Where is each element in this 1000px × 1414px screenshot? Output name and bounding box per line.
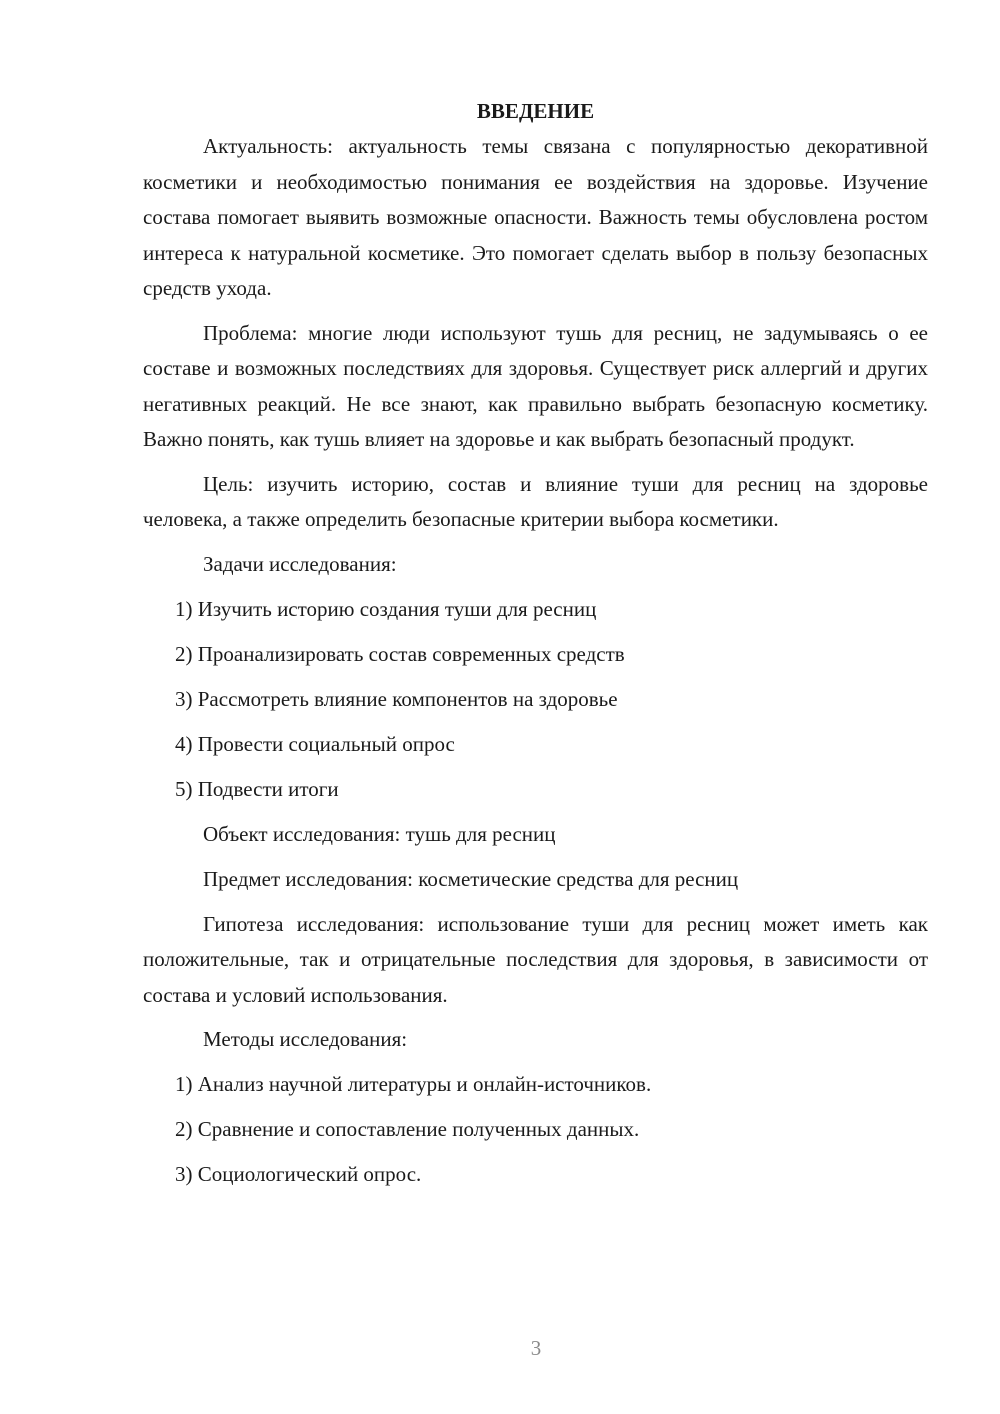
page-number: 3 (530, 1336, 542, 1360)
task-item: 4) Провести социальный опрос (175, 731, 455, 756)
relevance-paragraph: Актуальность: актуальность темы связана с популярностью декоративной косметики и необходимостью понимания ее воздействия на здоровье. Изучение состава помогает выявить возможные опасности. Важность темы обусловлена ростом интереса к натуральной косметике. Это помогает сделать выбор в пользу безопасных средств ухода. (143, 134, 928, 300)
task-item: 1) Изучить историю создания туши для ресниц (175, 596, 597, 621)
task-item: 2) Проанализировать состав современных средств (175, 641, 625, 666)
subject-line: Предмет исследования: косметические средства для ресниц (203, 866, 739, 891)
object-line: Объект исследования: тушь для ресниц (203, 821, 556, 846)
task-item: 3) Рассмотреть влияние компонентов на здоровье (175, 686, 618, 711)
task-item: 5) Подвести итоги (175, 776, 339, 801)
goal-paragraph: Цель: изучить историю, состав и влияние туши для ресниц на здоровье человека, а также определить безопасные критерии выбора косметики. (143, 471, 928, 531)
problem-paragraph: Проблема: многие люди используют тушь для ресниц, не задумываясь о ее составе и возможных последствиях для здоровья. Существует риск аллергий и других негативных реакций. Не все знают, как правильно выбрать безопасную косметику. Важно понять, как тушь влияет на здоровье и как выбрать безопасный продукт. (143, 320, 928, 451)
method-item: 2) Сравнение и сопоставление полученных данных. (175, 1117, 640, 1141)
method-item: 1) Анализ научной литературы и онлайн-источников. (175, 1072, 652, 1096)
document-page (143, 96, 928, 1202)
tasks-title: Задачи исследования: (203, 551, 397, 576)
method-item: 3) Социологический опрос. (175, 1162, 422, 1186)
section-heading: ВВЕДЕНИЕ (476, 99, 595, 123)
methods-title: Методы исследования: (203, 1027, 408, 1051)
hypothesis-paragraph: Гипотеза исследования: использование туши для ресниц может иметь как положительные, так и отрицательные последствия для здоровья, в зависимости от состава и условий использования. (143, 911, 928, 1007)
